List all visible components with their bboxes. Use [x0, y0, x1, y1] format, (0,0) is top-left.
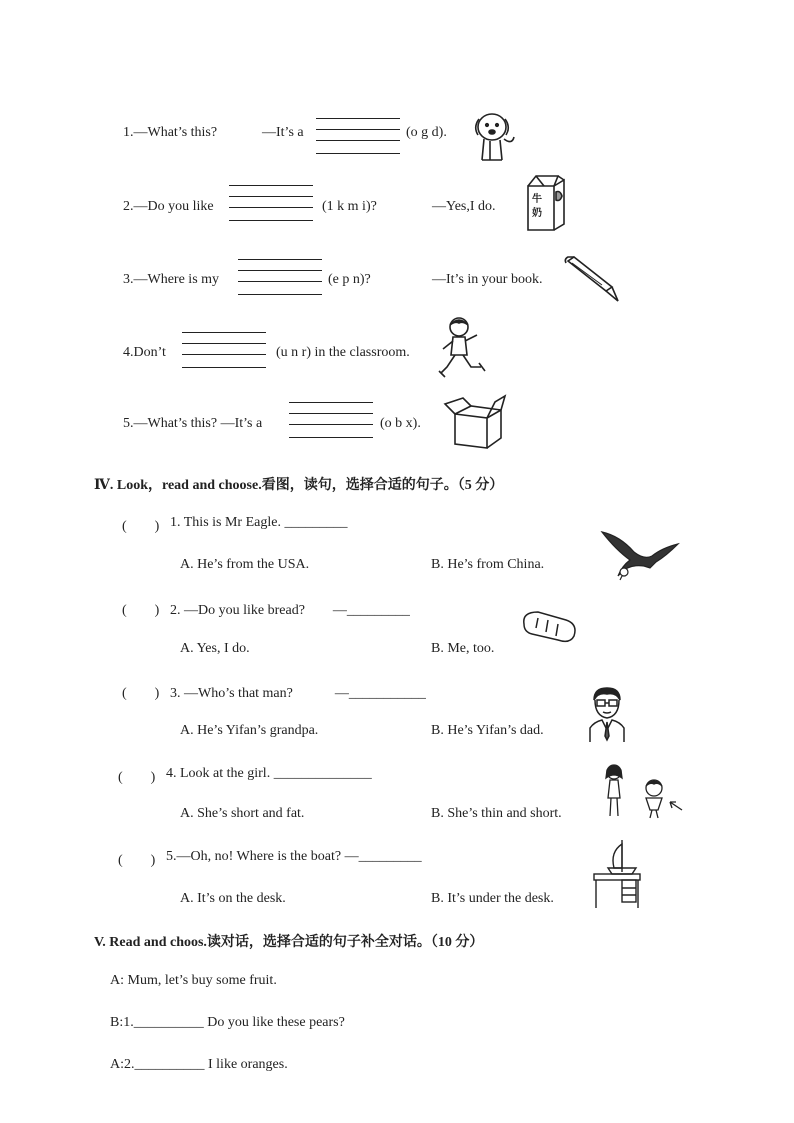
p4-item1-option-a[interactable]: A. He’s from the USA.: [180, 557, 310, 572]
part5-heading: V. Read and choos.读对话，选择合适的句子补全对话。（10 分）: [94, 935, 484, 950]
p4-item2-option-a[interactable]: A. Yes, I do.: [180, 641, 250, 656]
part4-heading: Ⅳ. Look，read and choose.看图，读句，选择合适的句子。（5 分）: [94, 478, 504, 493]
bread-icon: [518, 606, 580, 646]
q3-question: 3.—Where is my: [123, 272, 220, 287]
girls-icon: [598, 762, 684, 820]
p4-item4-option-a[interactable]: A. She’s short and fat.: [180, 806, 305, 821]
box-icon: [443, 392, 507, 450]
dialogue-line-3[interactable]: A:2.__________ I like oranges.: [110, 1057, 288, 1072]
p4-item4-question: 4. Look at the girl. ______________: [166, 766, 372, 781]
q2-hint: (1 k m i)?: [322, 199, 377, 214]
dog-icon: [470, 105, 520, 165]
p4-item3-option-b[interactable]: B. He’s Yifan’s dad.: [431, 723, 544, 738]
pen-icon: [562, 255, 624, 305]
p4-item3-paren[interactable]: ( ): [122, 686, 160, 701]
milk-carton-icon: [522, 172, 568, 234]
q4-question: 4.Don’t: [123, 345, 166, 360]
p4-item5-paren[interactable]: ( ): [118, 853, 156, 868]
boat-on-desk-icon: [592, 838, 642, 910]
q5-hint: (o b x).: [380, 416, 421, 431]
p4-item2-paren[interactable]: ( ): [122, 603, 160, 618]
milk-label-1: 牛: [532, 194, 542, 205]
p4-item3-question: 3. —Who’s that man? —___________: [170, 686, 426, 701]
p4-item1-option-b[interactable]: B. He’s from China.: [431, 557, 545, 572]
man-with-glasses-icon: [586, 686, 628, 744]
q2-question: 2.—Do you like: [123, 199, 214, 214]
p4-item5-question: 5.—Oh, no! Where is the boat? —_________: [166, 849, 422, 864]
running-boy-icon: [437, 315, 489, 385]
p4-item2-option-b[interactable]: B. Me, too.: [431, 641, 495, 656]
p4-item4-option-b[interactable]: B. She’s thin and short.: [431, 806, 562, 821]
dialogue-line-2[interactable]: B:1.__________ Do you like these pears?: [110, 1015, 345, 1030]
eagle-icon: [600, 526, 680, 582]
p4-item5-option-b[interactable]: B. It’s under the desk.: [431, 891, 554, 906]
q1-hint: (o g d).: [406, 125, 447, 140]
dialogue-line-1: A: Mum, let’s buy some fruit.: [110, 973, 277, 988]
q1-question: 1.—What’s this?: [123, 125, 218, 140]
p4-item1-paren[interactable]: ( ): [122, 519, 160, 534]
q5-question: 5.—What’s this? —It’s a: [123, 416, 263, 431]
q3-answer: —It’s in your book.: [432, 272, 543, 287]
q4-hint: (u n r) in the classroom.: [276, 345, 410, 360]
p4-item2-question: 2. —Do you like bread? —_________: [170, 603, 410, 618]
p4-item5-option-a[interactable]: A. It’s on the desk.: [180, 891, 286, 906]
q1-answer-prefix: —It’s a: [262, 125, 304, 140]
milk-label-2: 奶: [532, 208, 542, 219]
q3-hint: (e p n)?: [328, 272, 371, 287]
p4-item4-paren[interactable]: ( ): [118, 770, 156, 785]
q2-answer: —Yes,I do.: [432, 199, 496, 214]
p4-item3-option-a[interactable]: A. He’s Yifan’s grandpa.: [180, 723, 319, 738]
p4-item1-question: 1. This is Mr Eagle. _________: [170, 515, 348, 530]
